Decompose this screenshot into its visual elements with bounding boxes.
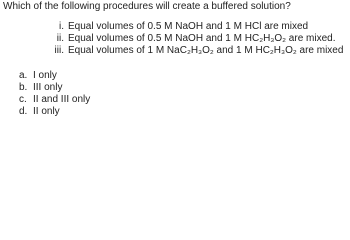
statement-text: Equal volumes of 0.5 M NaOH and 1 M HC₂H₃O₂ are mixed. (68, 33, 336, 44)
statement-numeral: iii. (54, 45, 64, 56)
statement-item (52, 45, 343, 57)
option-letter: b. (19, 82, 28, 93)
option-letter: d. (19, 106, 28, 117)
option-letter: a. (19, 70, 28, 81)
option-text: II only (33, 106, 60, 117)
option-text: II and III only (33, 94, 91, 105)
option-letter: c. (19, 94, 27, 105)
answer-option-b[interactable] (19, 82, 90, 94)
answer-options (19, 70, 90, 118)
option-text: I only (33, 70, 57, 81)
option-text: III only (33, 82, 63, 93)
statement-text: Equal volumes of 0.5 M NaOH and 1 M HCl are mixed (68, 21, 309, 32)
statement-list (52, 21, 343, 57)
statement-numeral: i. (59, 21, 64, 32)
statement-item (52, 21, 343, 33)
answer-option-c[interactable] (19, 94, 90, 106)
answer-option-a[interactable] (19, 70, 90, 82)
statement-numeral: ii. (56, 33, 64, 44)
statement-text: Equal volumes of 1 M NaC₂H₃O₂ and 1 M HC₂H₃O₂ are mixed (68, 45, 344, 56)
answer-option-d[interactable] (19, 106, 90, 118)
question-text: Which of the following procedures will create a buffered solution? (3, 1, 291, 12)
statement-item (52, 33, 343, 45)
